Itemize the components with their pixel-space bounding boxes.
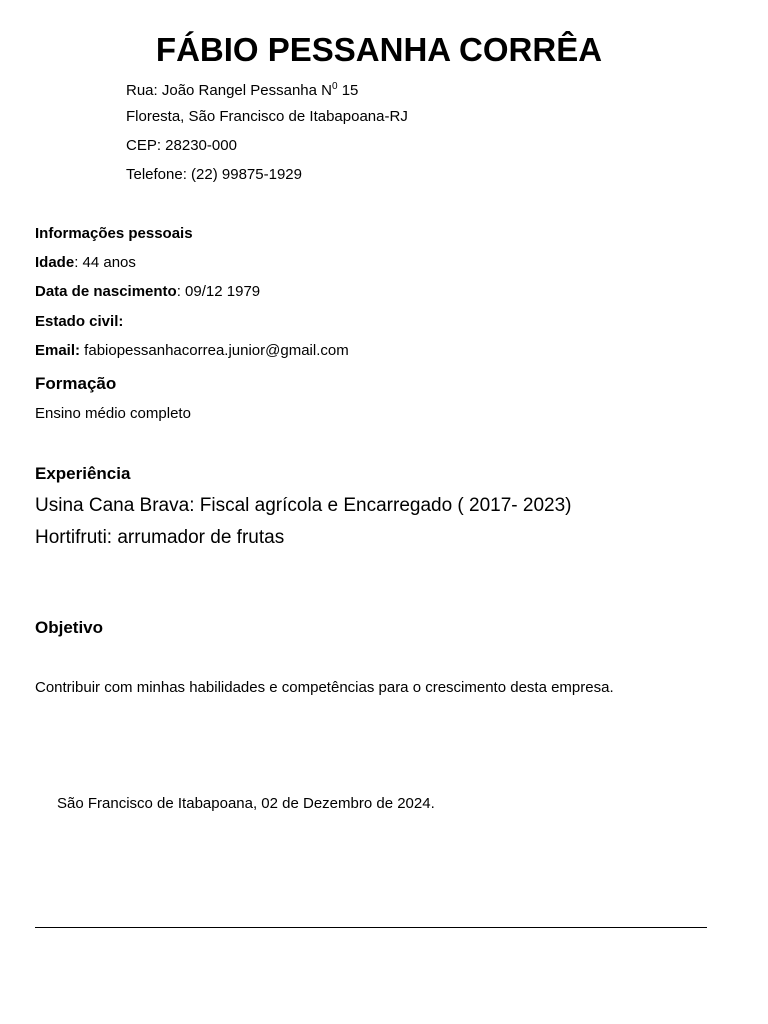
objective-heading: Objetivo [35,618,104,637]
email-line [35,342,349,360]
address-line-city: Floresta, São Francisco de Itabapoana-RJ [126,108,408,125]
birth-line [35,283,260,301]
signature-line [35,927,707,928]
personal-info-heading: Informações pessoais [35,225,193,242]
objective-text: Contribuir com minhas habilidades e competências para o crescimento desta empresa. [35,679,614,696]
birth-label: Data de nascimento [35,283,177,300]
birth-value: : 09/12 1979 [176,283,261,300]
age-line [35,254,136,272]
page-title: FÁBIO PESSANHA CORRÊA [155,31,603,68]
address-cep: CEP: 28230-000 [126,137,237,154]
place-date: São Francisco de Itabapoana, 02 de Dezembro de 2024. [57,795,435,812]
address-line-street [126,78,358,100]
number-superscript: 0 [331,81,338,92]
experience-item: Usina Cana Brava: Fiscal agrícola e Encarregado ( 2017- 2023) [35,495,572,516]
email-label: Email: [35,342,81,359]
experience-heading: Experiência [35,464,131,483]
education-heading: Formação [35,374,117,393]
education-item: Ensino médio completo [35,405,191,422]
email-value: fabiopessanhacorrea.junior@gmail.com [80,342,349,359]
street-number: 15 [337,82,359,99]
age-label: Idade [35,254,75,271]
age-value: : 44 anos [74,254,136,271]
civil-status-label: Estado civil: [35,313,124,330]
civil-status-line [35,313,123,331]
address-phone: Telefone: (22) 99875-1929 [126,166,302,183]
experience-item: Hortifruti: arrumador de frutas [35,527,285,548]
street-text: Rua: João Rangel Pessanha N [126,82,332,99]
